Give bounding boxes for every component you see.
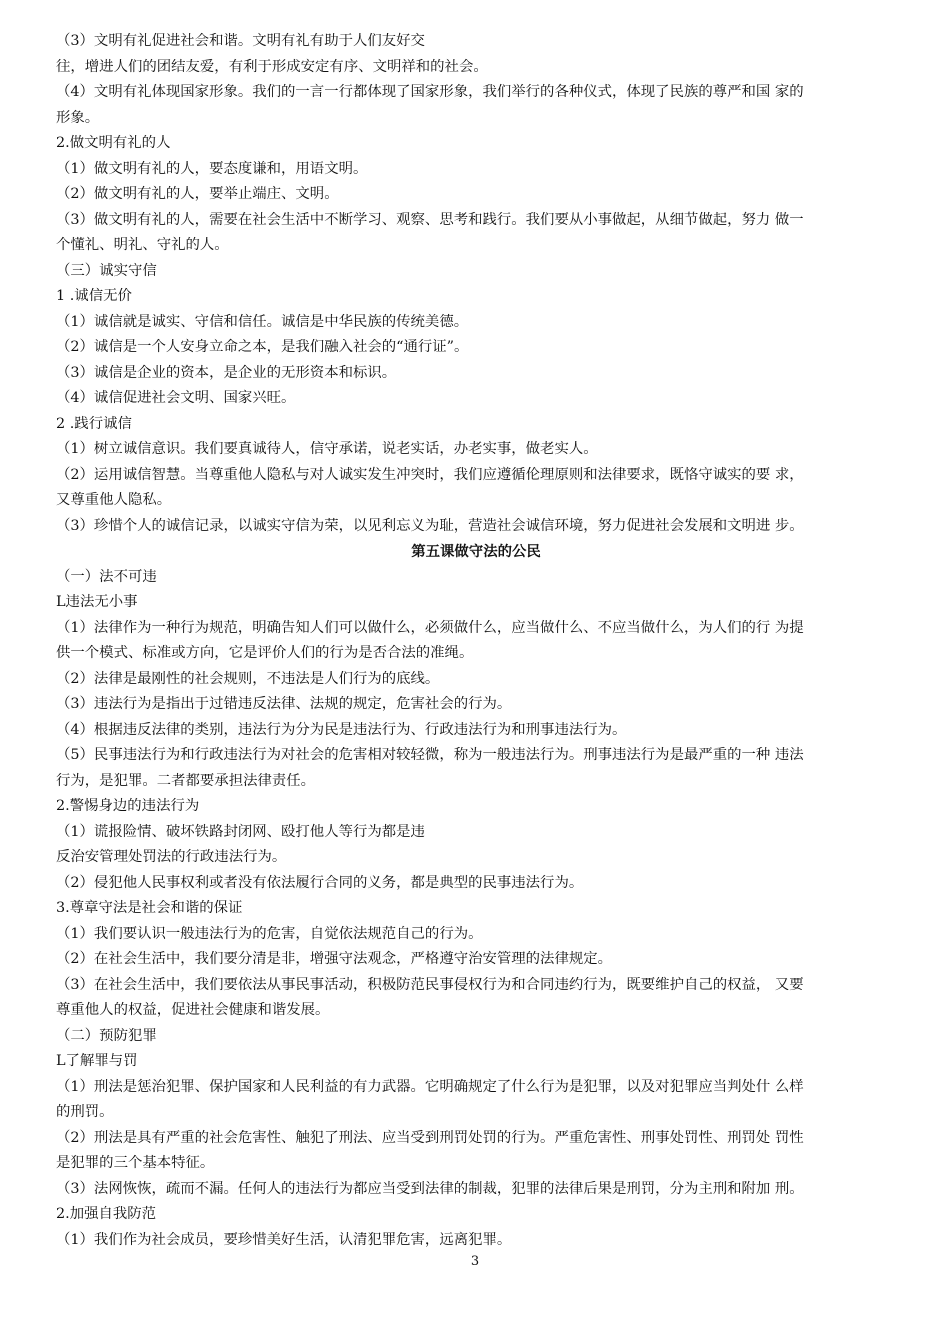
text-line: 往，增进人们的团结友爱，有利于形成安定有序、文明祥和的社会。 bbox=[56, 58, 488, 75]
text-line: 又尊重他人隐私。 bbox=[56, 492, 172, 508]
subsection-heading: 2.警惕身边的违法行为 bbox=[56, 798, 200, 814]
text-line: 2.做文明有礼的人 bbox=[56, 135, 171, 151]
text-line: （2）诚信是一个人安身立命之本，是我们融入社会的“通行证”。 bbox=[56, 339, 469, 355]
text-line: （2）刑法是具有严重的社会危害性、触犯了刑法、应当受到刑罚处罚的行为。严重危害性、刑事处罚性、刑罚处 罚性 bbox=[56, 1129, 804, 1146]
text-line: 是犯罪的三个基本特征。 bbox=[56, 1155, 215, 1171]
text-line: （1）做文明有礼的人，要态度谦和，用语文明。 bbox=[56, 160, 368, 177]
subsection-heading: 2.加强自我防范 bbox=[56, 1206, 157, 1222]
text-line: （3）文明有礼促进社会和谐。文明有礼有助于人们友好交 bbox=[56, 33, 425, 49]
text-line: （3）做文明有礼的人，需要在社会生活中不断学习、观察、思考和践行。我们要从小事做起，从细节做起，努力 做一 bbox=[56, 211, 804, 228]
text-line: （3）在社会生活中，我们要依法从事民事活动，积极防范民事侵权行为和合同违约行为，既要维护自己的权益， 又要 bbox=[56, 976, 804, 993]
subsection-heading: 3.尊章守法是社会和谐的保证 bbox=[56, 900, 243, 916]
page-number: 3 bbox=[470, 1254, 480, 1269]
text-line: （4）文明有礼体现国家形象。我们的一言一行都体现了国家形象，我们举行的各种仪式，体现了民族的尊严和国 家的 bbox=[56, 84, 804, 100]
subsection-heading: 1 .诚信无价 bbox=[56, 288, 132, 304]
subsection-heading: L了解罪与罚 bbox=[56, 1053, 138, 1069]
text-line: 行为，是犯罪。二者都要承担法律责任。 bbox=[56, 772, 316, 789]
text-line: （3）珍惜个人的诚信记录，以诚实守信为荣，以见利忘义为耻，营造社会诚信环境，努力促进社会发展和文明进 步。 bbox=[56, 517, 804, 534]
text-line: （3）诚信是企业的资本，是企业的无形资本和标识。 bbox=[56, 364, 397, 381]
text-line: （2）法律是最刚性的社会规则，不违法是人们行为的底线。 bbox=[56, 670, 440, 687]
text-line: 个懂礼、明礼、守礼的人。 bbox=[56, 237, 229, 253]
lesson-title: 第五课做守法的公民 bbox=[411, 543, 541, 560]
text-line: （1）我们要认识一般违法行为的危害，自觉依法规范自己的行为。 bbox=[56, 925, 483, 942]
text-line: 的刑罚。 bbox=[56, 1104, 114, 1120]
text-line: （1）树立诚信意识。我们要真诚待人，信守承诺，说老实话，办老实事，做老实人。 bbox=[56, 441, 598, 457]
section-heading: （一）法不可违 bbox=[56, 568, 157, 585]
document-body bbox=[56, 29, 896, 1253]
text-line: （3）法网恢恢，疏而不漏。任何人的违法行为都应当受到法律的制裁，犯罪的法律后果是刑罚，分为主刑和附加 刑。 bbox=[56, 1180, 804, 1197]
text-line: 形象。 bbox=[56, 109, 100, 126]
text-line: （5）民事违法行为和行政违法行为对社会的危害相对较轻微，称为一般违法行为。刑事违法行为是最严重的一种 违法 bbox=[56, 747, 804, 763]
text-line: 供一个模式、标准或方向，它是评价人们的行为是否合法的准绳。 bbox=[56, 645, 474, 661]
text-line: （1）法律作为一种行为规范，明确告知人们可以做什么，必须做什么，应当做什么、不应当做什么，为人们的行 为提 bbox=[56, 619, 804, 636]
text-line: 尊重他人的权益，促进社会健康和谐发展。 bbox=[56, 1002, 330, 1018]
subsection-heading: L违法无小事 bbox=[56, 594, 138, 610]
text-line: 反治安管理处罚法的行政违法行为。 bbox=[56, 849, 287, 865]
text-line: （1）谎报险情、破坏铁路封闭网、殴打他人等行为都是违 bbox=[56, 823, 425, 840]
text-line: （2）在社会生活中，我们要分清是非，增强守法观念，严格遵守治安管理的法律规定。 bbox=[56, 951, 613, 967]
section-heading: （二）预防犯罪 bbox=[56, 1027, 157, 1044]
text-line: （3）违法行为是指出于过错违反法律、法规的规定，危害社会的行为。 bbox=[56, 696, 512, 712]
section-heading: （三）诚实守信 bbox=[56, 262, 157, 279]
subsection-heading: 2 .践行诚信 bbox=[56, 415, 132, 432]
text-line: （1）诚信就是诚实、守信和信任。诚信是中华民族的传统美德。 bbox=[56, 313, 469, 330]
text-line: （2）做文明有礼的人，要举止端庄、文明。 bbox=[56, 186, 339, 202]
text-line: （1）刑法是惩治犯罪、保护国家和人民利益的有力武器。它明确规定了什么行为是犯罪，以及对犯罪应当判处什 么样 bbox=[56, 1078, 804, 1095]
text-line: （2）侵犯他人民事权利或者没有依法履行合同的义务，都是典型的民事违法行为。 bbox=[56, 874, 584, 891]
text-line: （2）运用诚信智慧。当尊重他人隐私与对人诚实发生冲突时，我们应遵循伦理原则和法律要求，既恪守诚实的要 求， bbox=[56, 466, 804, 483]
text-line: （4）诚信促进社会文明、国家兴旺。 bbox=[56, 390, 296, 406]
text-line: （4）根据违反法律的类别，违法行为分为民是违法行为、行政违法行为和刑事违法行为。 bbox=[56, 721, 627, 738]
text-line: （1）我们作为社会成员，要珍惜美好生活，认清犯罪危害，远离犯罪。 bbox=[56, 1231, 512, 1248]
